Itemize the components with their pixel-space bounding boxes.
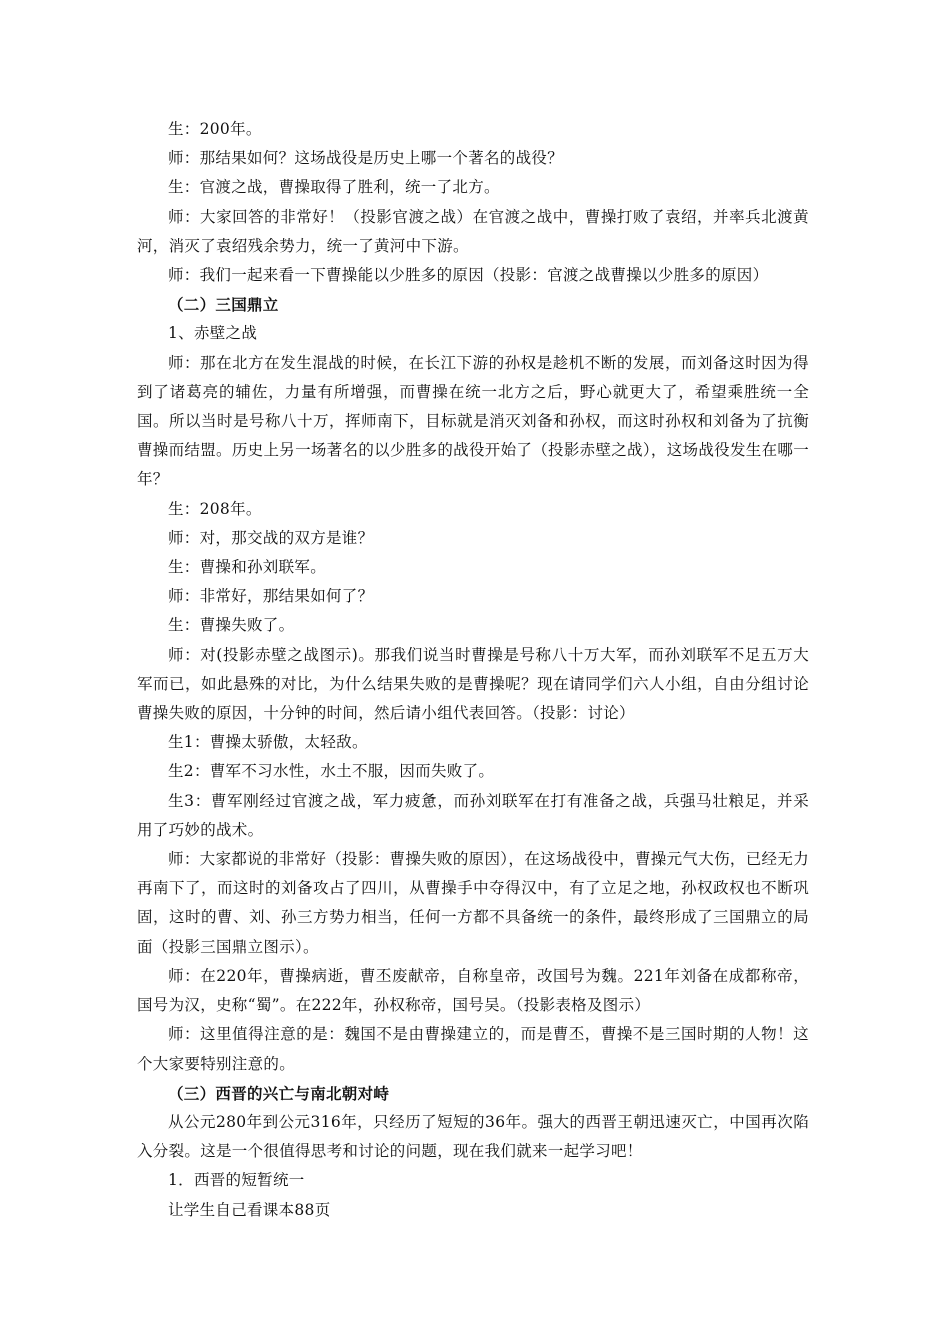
paragraph: 师：那结果如何？这场战役是历史上哪一个著名的战役？: [168, 149, 564, 168]
paragraph: 师：那在北方在发生混战的时候，在长江下游的孙权是趁机不断的发展，而刘备这时因为得到了诸葛亮的辅佐，力量有所增强，而曹操在统一北方之后，野心就更大了，希望乘胜统一全国。所以当时是号称八十万，挥师南下，目标就是消灭刘备和孙权，而这时孙权和刘备为了抗衡曹操而结盟。历史上另一场著名的以少胜多的战役开始了（投影赤壁之战），这场战役发生在哪一年？: [137, 353, 809, 489]
paragraph: 1．西晋的短暂统一: [168, 1171, 305, 1190]
paragraph: 师：这里值得注意的是：魏国不是由曹操建立的，而是曹丕，曹操不是三国时期的人物！这个大家要特别注意的。: [137, 1025, 809, 1073]
paragraph: 师：大家回答的非常好！（投影官渡之战）在官渡之战中，曹操打败了袁绍，并率兵北渡黄河，消灭了袁绍残余势力，统一了黄河中下游。: [137, 207, 809, 255]
paragraph: 让学生自己看课本88页: [168, 1200, 331, 1219]
paragraph: 师：在220年，曹操病逝，曹丕废献帝，自称皇帝，改国号为魏。221年刘备在成都称帝，国号为汉，史称“蜀”。在222年，孙权称帝，国号吴。（投影表格及图示）: [137, 966, 809, 1015]
paragraph: 生：官渡之战，曹操取得了胜利，统一了北方。: [168, 178, 500, 197]
section-heading: （二）三国鼎立: [168, 295, 279, 315]
paragraph: 师：对，那交战的双方是谁？: [168, 528, 374, 547]
paragraph: 生：曹操和孙刘联军。: [168, 558, 327, 577]
paragraph: 生3：曹军刚经过官渡之战，军力疲惫，而孙刘联军在打有准备之战，兵强马壮粮足，并采用了巧妙的战术。: [137, 791, 809, 839]
paragraph: 1、赤壁之战: [168, 324, 258, 343]
section-heading: （三）西晋的兴亡与南北朝对峙: [168, 1083, 390, 1103]
document-body: [137, 115, 809, 1225]
paragraph: 生：200年。: [168, 120, 262, 138]
paragraph: 师：非常好，那结果如何了？: [168, 587, 374, 606]
paragraph: 生：208年。: [168, 499, 262, 518]
paragraph: 生：曹操失败了。: [168, 616, 295, 635]
paragraph: 师：对(投影赤壁之战图示)。那我们说当时曹操是号称八十万大军，而孙刘联军不足五万大军而已，如此悬殊的对比，为什么结果失败的是曹操呢？现在请同学们六人小组，自由分组讨论曹操失败的原因，十分钟的时间，然后请小组代表回答。（投影：讨论）: [137, 645, 809, 723]
paragraph: 师：我们一起来看一下曹操能以少胜多的原因（投影：官渡之战曹操以少胜多的原因）: [168, 266, 769, 285]
paragraph: 生1：曹操太骄傲，太轻敌。: [168, 733, 368, 752]
paragraph: 师：大家都说的非常好（投影：曹操失败的原因），在这场战役中，曹操元气大伤，已经无力再南下了，而这时的刘备攻占了四川，从曹操手中夺得汉中，有了立足之地，孙权政权也不断巩固，这时的曹、刘、孙三方势力相当，任何一方都不具备统一的条件，最终形成了三国鼎立的局面（投影三国鼎立图示）。: [137, 850, 809, 956]
paragraph: 从公元280年到公元316年，只经历了短短的36年。强大的西晋王朝迅速灭亡，中国再次陷入分裂。这是一个很值得思考和讨论的问题，现在我们就来一起学习吧！: [137, 1112, 809, 1161]
paragraph: 生2：曹军不习水性，水土不服，因而失败了。: [168, 762, 495, 781]
